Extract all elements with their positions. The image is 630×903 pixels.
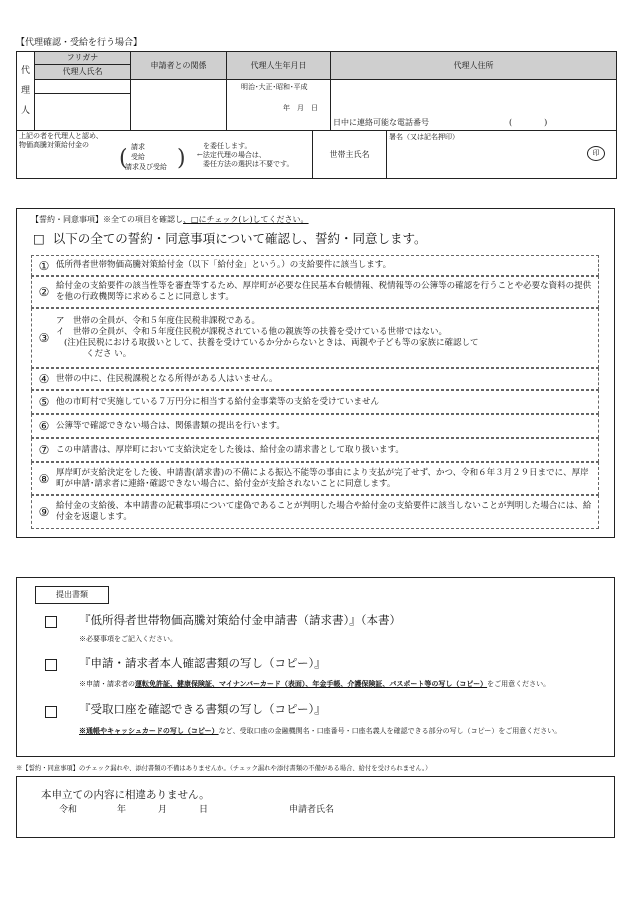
main-pledge[interactable] [33, 231, 427, 247]
pledge-item: ⑨ 給付金の支給後、本申請書の記載事項について虚偽であることが判明した場合や給付金の支給要件に該当しないことが判明した場合には、給付金を返還します。 [31, 495, 599, 529]
delegate-suffix-3: 委任方法の選択は不要です。 [203, 160, 294, 168]
date-year: 年 [117, 805, 127, 815]
date-era: 令和 [59, 805, 78, 815]
address-field[interactable] [331, 80, 616, 131]
doc3-label: 『受取口座を確認できる書類の写し（コピー）』 [79, 702, 326, 716]
close-brace: ) [177, 146, 186, 171]
pledge-item: ③ ア 世帯の全員が、令和５年度住民税非課税である。 イ 世帯の全員が、令和５年度住民税が課税されている他の親族等の扶養を受けている世帯ではない。 (注)住民税における取扱いとして、扶養を受けているか分からないときは、両親や子ども等の家族に確認して くださ い。 [31, 308, 599, 368]
doc3-checkbox[interactable] [45, 706, 57, 718]
main-pledge-checkbox[interactable]: □ [33, 231, 45, 246]
ymd-label: 年 月 日 [283, 104, 318, 112]
agent-name-field[interactable] [35, 94, 131, 131]
pledge-item: ⑥ 公簿等で確認できない場合は、関係書類の提出を行います。 [31, 414, 599, 438]
era-options: 明治･大正･昭和･平成 [241, 83, 308, 91]
doc1-checkbox[interactable] [45, 616, 57, 628]
seal-mark: 印 [587, 146, 605, 161]
householder-signature-field[interactable] [387, 131, 616, 178]
pledge-header: 【誓約・同意事項】※全ての項目を確認し、□にチェック(レ)してください。 [31, 215, 309, 224]
pledge-item: ⑦ この申請書は、厚岸町において支給決定をした後は、給付金の請求書として取り扱います。 [31, 438, 599, 462]
householder-label: 世帯主氏名 [313, 131, 387, 178]
phone-field[interactable]: ( ) [509, 118, 548, 127]
option-request[interactable]: 請求 [131, 143, 145, 151]
pledge-item: ⑧ 厚岸町が支給決定をした後、申請書(請求書)の不備による振込不能等の事由により支払が完了せず、かつ、令和６年３月２９日までに、厚岸町が申請･請求者に連絡･確認できない場合に、給付金が支給されないことに同意します。 [31, 462, 599, 495]
main-pledge-text: 以下の全ての誓約・同意事項について確認し、誓約・同意します。 [52, 231, 427, 246]
delegate-suffix-1: を委任します。 [203, 142, 252, 150]
option-receive[interactable]: 受給 [131, 153, 145, 161]
date-year-field[interactable] [89, 804, 109, 816]
delegate-suffix-2: ←法定代理の場合は、 [197, 151, 266, 159]
applicant-name-field[interactable] [347, 801, 597, 819]
signature-label: 署名（又は記名押印） [389, 133, 459, 141]
birthdate-field[interactable] [227, 80, 331, 131]
relation-header: 申請者との関係 [131, 52, 227, 80]
delegate-line-1: 上記の者を代理人と認め、 [19, 132, 103, 140]
applicant-name-label: 申請者氏名 [289, 805, 335, 815]
doc3-note: ※通帳やキャッシュカードの写し（コピー）など、受取口座の金融機関名・口座番号・口座名義人を確認できる部分の写し（コピー）をご用意ください。 [79, 726, 562, 735]
doc1-note: ※必要事項をご記入ください。 [79, 635, 177, 643]
footnote: ※【誓約・同意事項】のチェック漏れや、添付書類の不備はありませんか。（チェック漏れや添付書類の不備がある場合、給付を受けられません。） [16, 765, 432, 772]
pledge-item: ① 低所得者世帯物価高騰対策給付金（以下「給付金」という。）の支給要件に該当します。 [31, 255, 599, 276]
agent-side-label: 代 理 人 [17, 52, 35, 131]
address-header: 代理人住所 [331, 52, 616, 80]
phone-label: 日中に連絡可能な電話番号 [333, 118, 429, 127]
documents-box [16, 577, 615, 757]
doc2-checkbox[interactable] [45, 659, 57, 671]
delegate-options [119, 142, 186, 176]
relation-field[interactable] [131, 80, 227, 131]
documents-title: 提出書類 [35, 586, 109, 604]
pledge-item: ② 給付金の支給要件の該当性等を審査等するため、厚岸町が必要な住民基本台帳情報、税情報等の公簿等の確認を行うことや必要な資料の提供を他の行政機関等に求めることに同意します。 [31, 276, 599, 308]
doc2-note: ※申請・請求者の運転免許証、健康保険証、マイナンバーカード（表面）、年金手帳、介護保険証、パスポート等の写し（コピー）をご用意ください。 [79, 679, 551, 688]
declaration-box [16, 776, 615, 838]
open-brace: ( [119, 146, 128, 171]
pledge-box [16, 208, 615, 538]
agent-section-heading: 【代理確認・受給を行う場合】 [16, 38, 143, 48]
option-both[interactable]: 請求及び受給 [125, 163, 167, 171]
declaration-text: 本申立ての内容に相違ありません。 [41, 789, 210, 801]
furigana-header: フリガナ [35, 52, 131, 65]
date-day: 日 [199, 805, 209, 815]
delegation-cell [17, 131, 313, 178]
doc1-label: 『低所得者世帯物価高騰対策給付金申請書（請求書）』（本書） [79, 613, 401, 627]
birthdate-header: 代理人生年月日 [227, 52, 331, 80]
pledge-item: ⑤ 他の市町村で実施している７万円分に相当する給付金事業等の支給を受けていません [31, 390, 599, 414]
doc2-label: 『申請・請求者本人確認書類の写し（コピー）』 [79, 656, 326, 670]
agent-name-header: 代理人氏名 [35, 65, 131, 80]
date-month: 月 [158, 805, 168, 815]
delegate-line-2: 物価高騰対策給付金の [19, 141, 89, 149]
pledge-item: ④ 世帯の中に、住民税課税となる所得がある人はいません。 [31, 368, 599, 390]
agent-table [16, 51, 617, 179]
furigana-field[interactable] [35, 80, 131, 94]
